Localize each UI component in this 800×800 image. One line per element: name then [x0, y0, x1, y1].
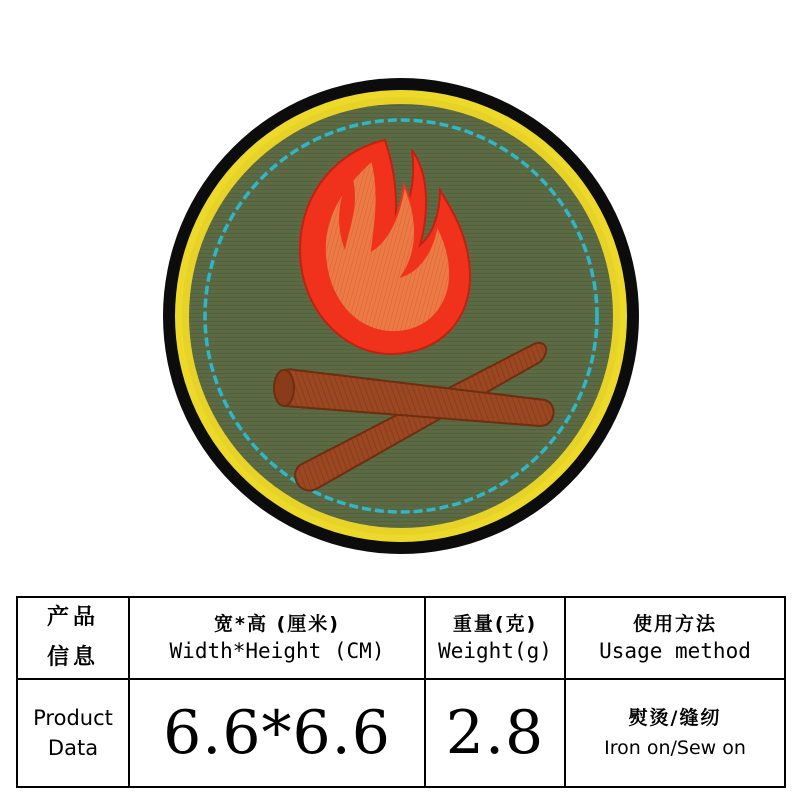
size-value-cell [129, 679, 425, 787]
weight-header-cn: 重量(克) [452, 613, 538, 635]
product-data-cn-line2: 信息 [46, 645, 99, 670]
size-value: 6.6*6.6 [163, 698, 391, 768]
usage-value-cn: 熨烫/缝纫 [628, 707, 722, 729]
product-data-en-line2: Data [47, 736, 99, 760]
product-data-cn-line1: 产品 [46, 605, 99, 630]
weight-value: 2.8 [445, 698, 545, 768]
spec-value-row [17, 679, 785, 787]
size-header-cell [129, 597, 425, 679]
usage-header-cn: 使用方法 [632, 613, 717, 635]
product-spec-table [16, 596, 786, 788]
weight-header-cell [425, 597, 565, 679]
usage-value-en: Iron on/Sew on [604, 737, 746, 759]
product-data-en-cell [17, 679, 129, 787]
weight-header-en: Weight(g) [438, 639, 552, 663]
product-data-cn-cell [17, 597, 129, 679]
size-header-en: Width*Height (CM) [169, 639, 385, 663]
spec-header-row [17, 597, 785, 679]
product-data-en-line1: Product [33, 706, 113, 730]
usage-header-cell [565, 597, 785, 679]
size-header-cn: 宽*高 (厘米) [214, 613, 340, 635]
weight-value-cell [425, 679, 565, 787]
usage-header-en: Usage method [599, 639, 751, 663]
usage-value-cell [565, 679, 785, 787]
